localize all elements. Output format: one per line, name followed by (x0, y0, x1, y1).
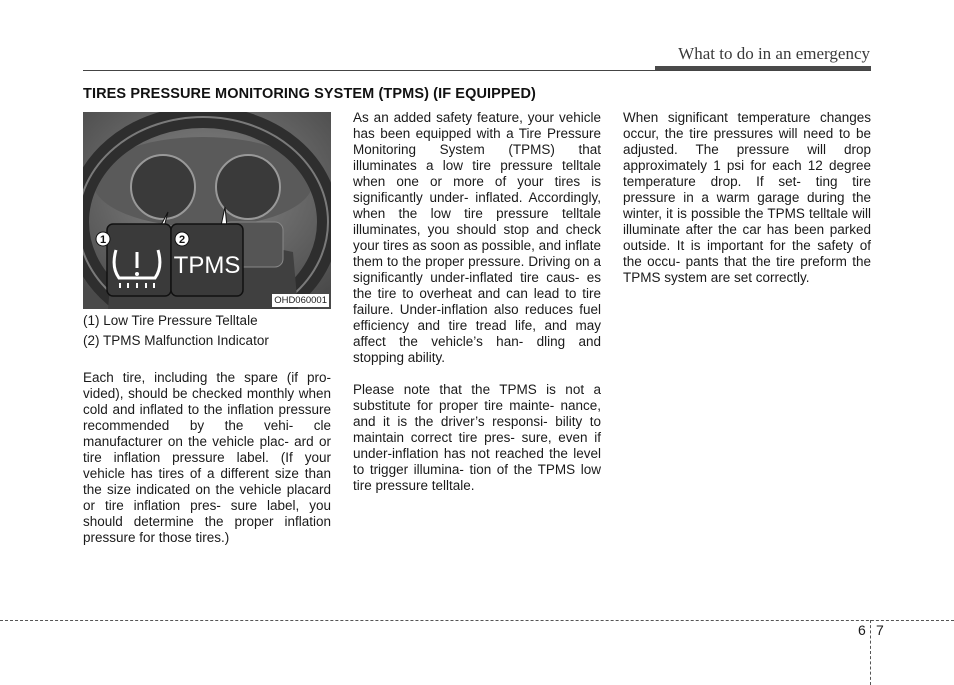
tpms-dashboard-figure (83, 112, 331, 309)
column-1 (83, 370, 331, 546)
page-number: 7 (876, 622, 884, 638)
paragraph-temperature-changes: When significant temperature changes occur, the tire pressures will need to be adjusted. The pressure will drop approximately 1 psi for each 12 degree temperature drop. If set- ting tire pressure in a warm garage during the winter, it is possible the TPMS telltale will illuminate after the car has been parked outside. It is important for the safety of the occu- pants that the tire preform the TPMS system are set correctly. (623, 110, 871, 285)
low-pressure-telltale-panel (107, 224, 171, 296)
marker-2-text: 2 (178, 234, 186, 246)
header-rule (83, 70, 871, 71)
figure-code: OHD060001 (274, 295, 327, 306)
footer-dashed-rule (0, 620, 954, 621)
marker-1-text: 1 (99, 234, 107, 246)
column-3 (623, 110, 871, 286)
column-2 (353, 110, 601, 494)
chapter-title: What to do in an emergency (678, 44, 870, 63)
paragraph-tpms-not-substitute: Please note that the TPMS is not a substitute for proper tire mainte- nance, and it is the driver’s responsi- bility to maintain correct tire pres- sure, even if under-inflation has not reached the level to trigger illumina- tion of the TPMS low tire pressure telltale. (353, 382, 601, 493)
paragraph-spare-tire-check: Each tire, including the spare (if pro- vided), should be checked monthly when cold and inflated to the inflation pressure recommended by the vehi- cle manufacturer on the vehicle plac- ard or tire inflation pressure label. (If your vehicle has tires of a different size than the size indicated on the vehicle placard or tire inflation pres- sure label, you should determine the proper inflation pressure for those tires.) (83, 370, 331, 545)
section-title: TIRES PRESSURE MONITORING SYSTEM (TPMS) (IF EQUIPPED) (83, 86, 536, 102)
footer-dashed-divider (870, 620, 871, 685)
chapter-number: 6 (858, 622, 866, 638)
figure-caption-1: (1) Low Tire Pressure Telltale (83, 313, 258, 328)
dashboard-illustration (83, 112, 331, 309)
paragraph-tpms-feature: As an added safety feature, your vehicle has been equipped with a Tire Pressure Monitoring System (TPMS) that illuminates a low tire pressure telltale when one or more of your tires is significantly under- inflated. Accordingly, when the low tire pressure telltale illuminates, you should stop and check your tires as soon as possible, and inflate them to the proper pressure. Driving on a significantly under-inflated tire caus- es the tire to overheat and can lead to tire failure. Under-inflation also reduces fuel efficiency and tire tread life, and may affect the vehicle’s han- dling and stopping ability. (353, 110, 601, 365)
tpms-indicator-label: TPMS (173, 252, 241, 279)
figure-caption-2: (2) TPMS Malfunction Indicator (83, 333, 269, 348)
